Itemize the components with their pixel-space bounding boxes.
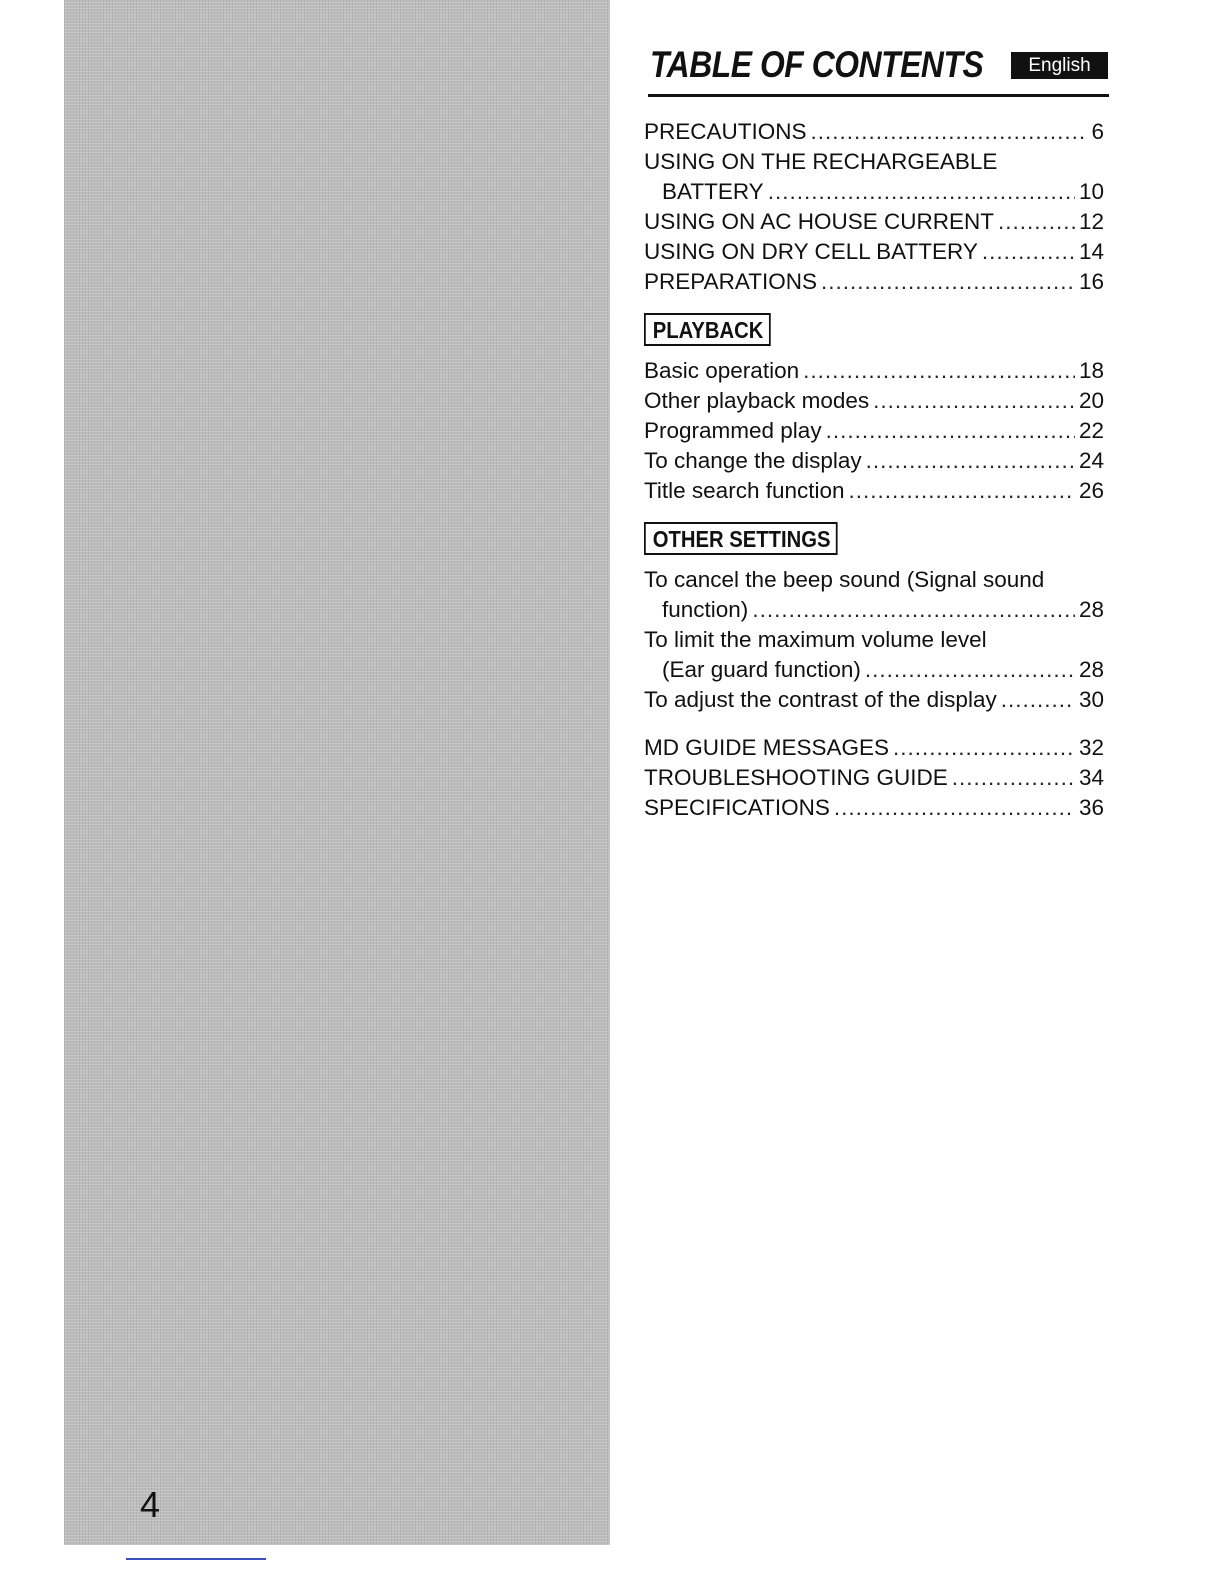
toc-entry-page: 34 <box>1078 765 1104 790</box>
dot-leader <box>834 793 1075 823</box>
toc-entry-page: 36 <box>1078 795 1104 820</box>
toc-entry-page: 20 <box>1078 388 1104 413</box>
dot-leader <box>1001 685 1075 715</box>
toc-entry-label: To change the display <box>644 448 862 473</box>
toc-entry-page: 30 <box>1078 687 1104 712</box>
dot-leader <box>803 356 1075 386</box>
toc-header <box>648 42 1109 97</box>
toc-entry-label: To adjust the contrast of the display <box>644 687 997 712</box>
toc-entry-title-search[interactable] <box>644 476 1104 506</box>
toc-entry-label: Other playback modes <box>644 388 870 413</box>
bottom-rule <box>126 1558 266 1560</box>
toc-entry-rechargeable[interactable] <box>644 177 1104 207</box>
toc-entry-page: 26 <box>1078 478 1104 503</box>
toc-entry-md-guide[interactable] <box>644 733 1104 763</box>
dot-leader <box>866 446 1075 476</box>
toc-entry-label: (Ear guard function) <box>662 657 861 682</box>
toc-entry-label: Programmed play <box>644 418 822 443</box>
toc-entry-specifications[interactable] <box>644 793 1104 823</box>
toc-entry-page: 14 <box>1078 239 1104 264</box>
dot-leader <box>873 386 1075 416</box>
dot-leader <box>998 207 1075 237</box>
toc-entry-label: To limit the maximum volume level <box>644 627 987 652</box>
toc-entry-contrast[interactable] <box>644 685 1104 715</box>
toc-entry-page: 10 <box>1078 179 1104 204</box>
toc-entry-page: 24 <box>1078 448 1104 473</box>
gray-side-panel <box>64 0 610 1545</box>
toc-entry-label: PREPARATIONS <box>644 269 817 294</box>
toc-entry-troubleshooting[interactable] <box>644 763 1104 793</box>
toc-entry-page: 16 <box>1078 269 1104 294</box>
dot-leader <box>826 416 1075 446</box>
toc-entry-playback-modes[interactable] <box>644 386 1104 416</box>
dot-leader <box>865 655 1075 685</box>
page-number: 4 <box>140 1484 161 1525</box>
toc-entry-label: USING ON DRY CELL BATTERY <box>644 239 978 264</box>
language-badge: English <box>1011 52 1108 79</box>
dot-leader <box>752 595 1075 625</box>
toc-entry-signal-sound[interactable] <box>644 595 1104 625</box>
toc-entry-label: MD GUIDE MESSAGES <box>644 735 890 760</box>
toc-entry-page: 28 <box>1078 597 1104 622</box>
dot-leader <box>893 733 1075 763</box>
toc-entry-page: 32 <box>1078 735 1104 760</box>
toc-entry-page: 28 <box>1078 657 1104 682</box>
toc-entry-label: Title search function <box>644 478 845 503</box>
page-title: TABLE OF CONTENTS <box>650 44 984 85</box>
toc-entry-ear-guard[interactable] <box>644 655 1104 685</box>
toc-entry-page: 12 <box>1078 209 1104 234</box>
dot-leader <box>849 476 1075 506</box>
toc-entry-change-display[interactable] <box>644 446 1104 476</box>
toc-entry-ac-current[interactable] <box>644 207 1104 237</box>
toc-entry-preparations[interactable] <box>644 267 1104 297</box>
toc-entry-page: 18 <box>1078 358 1104 383</box>
toc-entry-basic-operation[interactable] <box>644 356 1104 386</box>
toc-entry-page: 22 <box>1078 418 1104 443</box>
toc-entry-label: Basic operation <box>644 358 800 383</box>
section-heading-playback: PLAYBACK <box>644 313 770 346</box>
toc-entry-label: To cancel the beep sound (Signal sound <box>644 567 1045 592</box>
toc-entry-label: BATTERY <box>662 179 764 204</box>
toc-entry-page: 6 <box>1091 119 1104 144</box>
toc-entry-label: USING ON AC HOUSE CURRENT <box>644 209 995 234</box>
toc-entry-label: USING ON THE RECHARGEABLE <box>644 149 998 174</box>
toc-entry-label: TROUBLESHOOTING GUIDE <box>644 765 948 790</box>
dot-leader <box>811 117 1088 147</box>
toc-entry-dry-cell[interactable] <box>644 237 1104 267</box>
toc-entry-precautions[interactable] <box>644 117 1104 147</box>
toc-entry-label: function) <box>662 597 749 622</box>
toc-entry-label: PRECAUTIONS <box>644 119 807 144</box>
dot-leader <box>768 177 1075 207</box>
toc-entry-programmed-play[interactable] <box>644 416 1104 446</box>
dot-leader <box>952 763 1075 793</box>
table-of-contents <box>644 117 1104 823</box>
section-heading-other-settings: OTHER SETTINGS <box>644 522 838 555</box>
dot-leader <box>821 267 1075 297</box>
dot-leader <box>982 237 1075 267</box>
toc-entry-label: SPECIFICATIONS <box>644 795 830 820</box>
